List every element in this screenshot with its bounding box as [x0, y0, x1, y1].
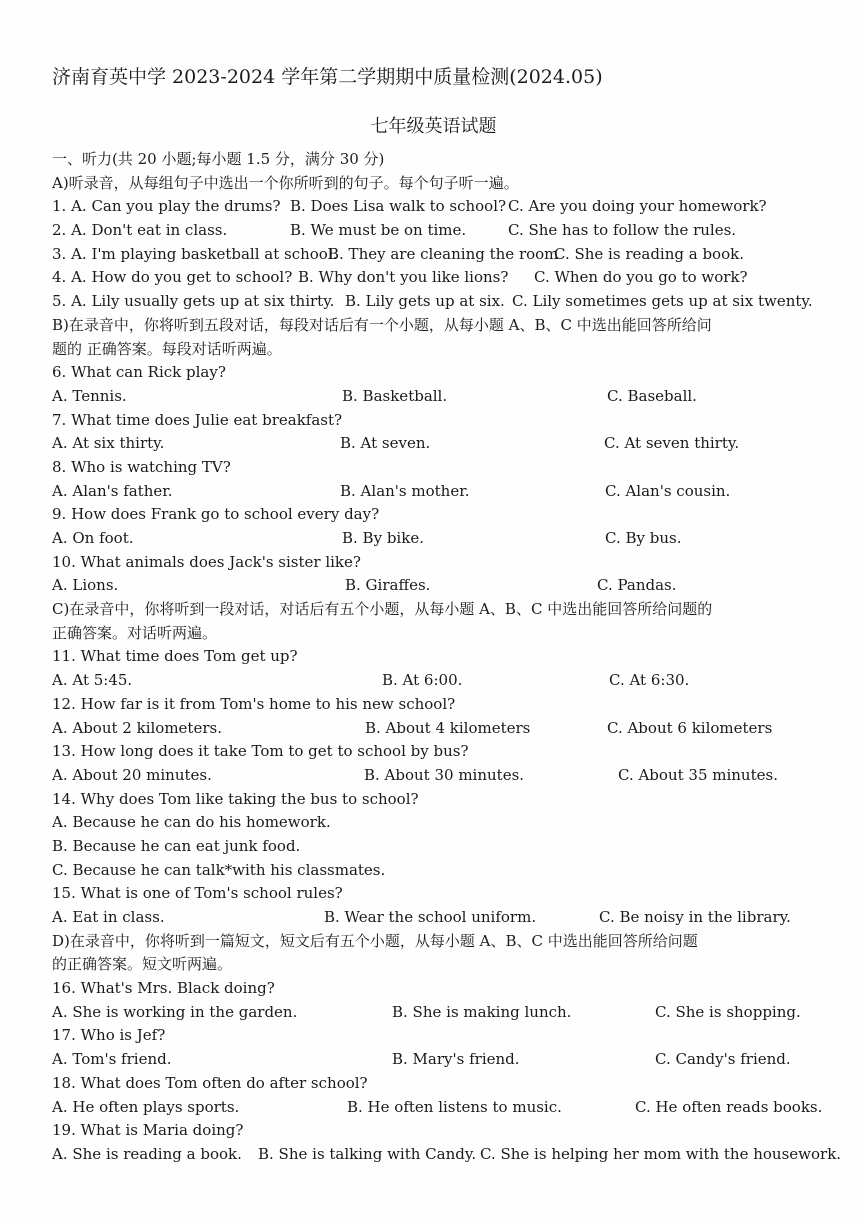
- q19-option-a: A. She is reading a book.: [52, 1144, 242, 1163]
- q6-option-c: C. Baseball.: [607, 386, 697, 405]
- question-9: 9. How does Frank go to school every day?: [52, 505, 380, 524]
- q13-option-b: B. About 30 minutes.: [364, 765, 525, 784]
- question-2: [52, 219, 832, 243]
- q3-option-b: B. They are cleaning the room: [328, 244, 559, 263]
- q1-option-c: C. Are you doing your homework?: [508, 197, 767, 216]
- q16-option-b: B. She is making lunch.: [392, 1002, 572, 1021]
- q10-option-b: B. Giraffes.: [345, 576, 431, 595]
- q6-options: [52, 385, 832, 409]
- q18-option-c: C. He often reads books.: [635, 1097, 823, 1116]
- question-11: 11. What time does Tom get up?: [52, 647, 298, 666]
- question-19: 19. What is Maria doing?: [52, 1121, 244, 1140]
- q18-options: [52, 1096, 832, 1120]
- exam-title: 济南育英中学 2023-2024 学年第二学期期中质量检测(2024.05): [52, 66, 603, 88]
- q4-option-c: C. When do you go to work?: [534, 268, 748, 287]
- q7-option-c: C. At seven thirty.: [604, 434, 740, 453]
- question-15: 15. What is one of Tom's school rules?: [52, 884, 343, 903]
- q9-option-a: A. On foot.: [52, 529, 134, 547]
- q2-option-c: C. She has to follow the rules.: [508, 221, 737, 240]
- q19-option-c: C. She is helping her mom with the housework.: [480, 1144, 842, 1163]
- q15-option-a: A. Eat in class.: [52, 908, 165, 926]
- question-6: 6. What can Rick play?: [52, 363, 226, 382]
- q15-option-c: C. Be noisy in the library.: [599, 908, 791, 926]
- q9-option-b: B. By bike.: [342, 529, 424, 547]
- q12-option-a: A. About 2 kilometers.: [52, 718, 222, 737]
- q13-option-a: A. About 20 minutes.: [52, 765, 212, 784]
- part-d-instruction-2: 的正确答案。短文听两遍。: [52, 955, 233, 974]
- exam-subtitle: 七年级英语试题: [370, 116, 497, 137]
- q14-option-a: A. Because he can do his homework.: [52, 813, 331, 832]
- q11-option-c: C. At 6:30.: [609, 671, 690, 690]
- q4-option-b: B. Why don't you like lions?: [298, 268, 509, 287]
- q6-option-b: B. Basketball.: [342, 386, 448, 405]
- question-17: 17. Who is Jef?: [52, 1026, 166, 1045]
- q6-option-a: A. Tennis.: [52, 386, 127, 405]
- q1-option-a: 1. A. Can you play the drums?: [52, 197, 281, 216]
- q17-options: [52, 1048, 832, 1072]
- q9-option-c: C. By bus.: [605, 529, 682, 547]
- q17-option-c: C. Candy's friend.: [655, 1050, 791, 1069]
- q12-option-c: C. About 6 kilometers: [607, 718, 773, 737]
- question-13: 13. How long does it take Tom to get to school by bus?: [52, 742, 469, 761]
- q8-option-b: B. Alan's mother.: [340, 481, 470, 500]
- q10-option-c: C. Pandas.: [597, 576, 677, 595]
- part-c-instruction-2: 正确答案。对话听两遍。: [52, 623, 218, 642]
- part-a-instruction: A)听录音，从每组句子中选出一个你所听到的句子。每个句子听一遍。: [52, 173, 519, 192]
- q12-option-b: B. About 4 kilometers: [365, 718, 531, 737]
- question-3: [52, 243, 832, 267]
- question-10: 10. What animals does Jack's sister like?: [52, 552, 361, 571]
- q10-option-a: A. Lions.: [52, 576, 119, 595]
- q11-options: [52, 669, 832, 693]
- question-14: 14. Why does Tom like taking the bus to school?: [52, 789, 419, 808]
- q14-option-b: B. Because he can eat junk food.: [52, 836, 301, 855]
- q15-option-b: B. Wear the school uniform.: [324, 908, 537, 926]
- question-8: 8. Who is watching TV?: [52, 457, 231, 476]
- q4-option-a: 4. A. How do you get to school?: [52, 268, 293, 287]
- question-12: 12. How far is it from Tom's home to his new school?: [52, 694, 456, 713]
- q14-option-c: C. Because he can talk*with his classmates.: [52, 860, 386, 879]
- q13-option-c: C. About 35 minutes.: [618, 765, 778, 784]
- question-4: [52, 266, 832, 290]
- q3-option-c: C. She is reading a book.: [554, 244, 744, 263]
- q2-option-a: 2. A. Don't eat in class.: [52, 221, 228, 240]
- q18-option-b: B. He often listens to music.: [347, 1097, 562, 1116]
- q15-options: [52, 906, 832, 930]
- q18-option-a: A. He often plays sports.: [52, 1097, 240, 1116]
- q8-options: [52, 480, 832, 504]
- q7-options: [52, 432, 832, 456]
- question-16: 16. What's Mrs. Black doing?: [52, 979, 275, 998]
- part-c-instruction-1: C)在录音中，你将听到一段对话，对话后有五个小题，从每小题 A、B、C 中选出能回答所给问题的: [52, 600, 713, 619]
- part-b-instruction-2: 题的 正确答案。每段对话听两遍。: [52, 339, 282, 358]
- q8-option-c: C. Alan's cousin.: [605, 481, 731, 500]
- q7-option-b: B. At seven.: [340, 434, 431, 453]
- q17-option-b: B. Mary's friend.: [392, 1050, 520, 1069]
- part-b-instruction-1: B)在录音中，你将听到五段对话，每段对话后有一个小题，从每小题 A、B、C 中选出能回答所给问: [52, 315, 712, 334]
- q16-options: [52, 1001, 832, 1025]
- q3-option-a: 3. A. I'm playing basketball at school.: [52, 244, 338, 263]
- part-d-instruction-1: D)在录音中，你将听到一篇短文，短文后有五个小题，从每小题 A、B、C 中选出能回答所给问题: [52, 931, 698, 950]
- q5-option-a: 5. A. Lily usually gets up at six thirty.: [52, 292, 335, 311]
- q16-option-c: C. She is shopping.: [655, 1002, 801, 1021]
- section-heading: 一、听力(共 20 小题;每小题 1.5 分，满分 30 分): [52, 150, 385, 168]
- q5-option-c: C. Lily sometimes gets up at six twenty.: [512, 292, 813, 311]
- question-18: 18. What does Tom often do after school?: [52, 1073, 368, 1092]
- q19-options: [52, 1143, 842, 1167]
- exam-content: [52, 148, 842, 1167]
- q10-options: [52, 574, 832, 598]
- q7-option-a: A. At six thirty.: [52, 434, 165, 453]
- q1-option-b: B. Does Lisa walk to school?: [290, 197, 507, 216]
- q17-option-a: A. Tom's friend.: [52, 1050, 172, 1069]
- q12-options: [52, 717, 832, 741]
- q16-option-a: A. She is working in the garden.: [52, 1002, 298, 1021]
- q9-options: [52, 527, 832, 551]
- q19-option-b: B. She is talking with Candy.: [258, 1144, 477, 1163]
- q8-option-a: A. Alan's father.: [52, 481, 173, 500]
- question-5: [52, 290, 832, 314]
- question-7: 7. What time does Julie eat breakfast?: [52, 410, 343, 429]
- q11-option-b: B. At 6:00.: [382, 671, 463, 690]
- q5-option-b: B. Lily gets up at six.: [345, 292, 505, 311]
- question-1: [52, 195, 832, 219]
- q11-option-a: A. At 5:45.: [52, 671, 133, 690]
- q13-options: [52, 764, 832, 788]
- q2-option-b: B. We must be on time.: [290, 221, 467, 240]
